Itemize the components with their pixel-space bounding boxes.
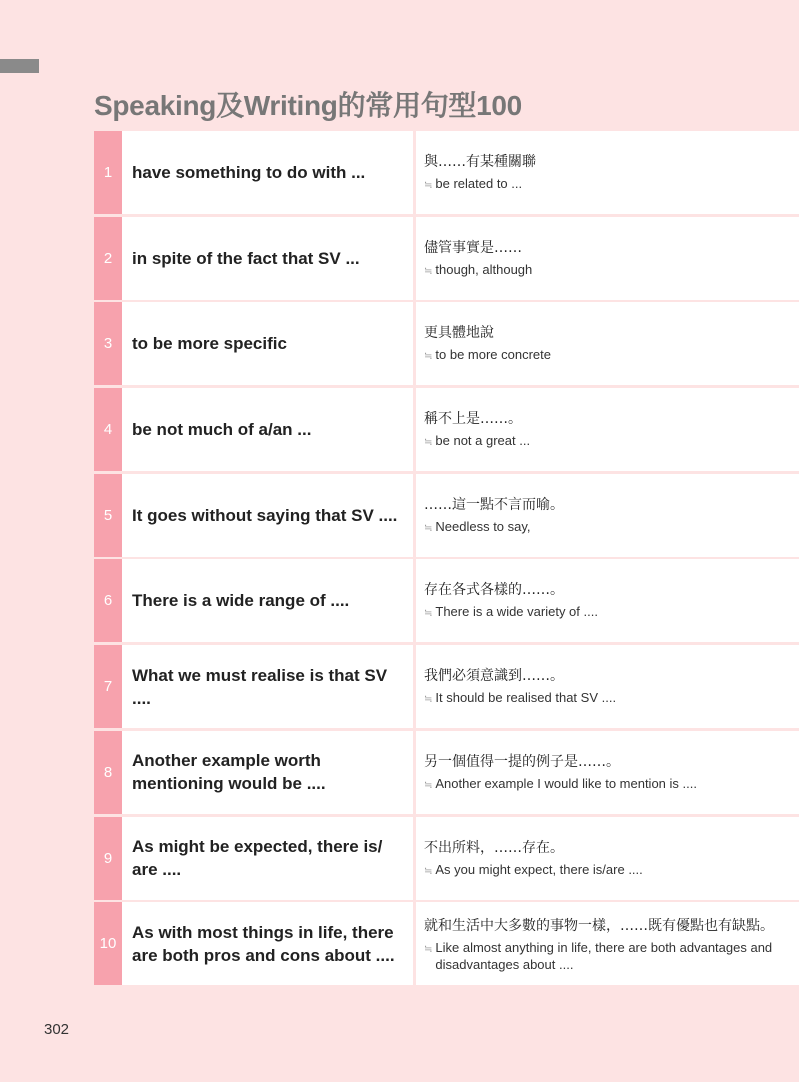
meaning-cell <box>416 817 799 900</box>
table-row <box>94 388 799 471</box>
english-equivalent <box>424 861 789 880</box>
page-title: Speaking及Writing的常用句型100 <box>94 90 522 121</box>
row-number: 1 <box>94 131 122 214</box>
meaning-cell <box>416 559 799 642</box>
english-text: to be more concrete <box>435 347 552 363</box>
row-number: 9 <box>94 817 122 900</box>
phrase-text: It goes without saying that SV .... <box>122 474 413 557</box>
approx-equal-icon: ≒ <box>424 779 433 791</box>
english-text: Needless to say, <box>435 518 531 534</box>
meaning-cell <box>416 474 799 557</box>
approx-equal-icon: ≒ <box>424 180 433 191</box>
english-equivalent <box>424 346 789 365</box>
english-text: There is a wide variety of .... <box>435 604 598 620</box>
meaning-cell <box>416 388 799 471</box>
phrase-table <box>94 131 799 988</box>
row-number: 2 <box>94 217 122 300</box>
phrase-text: in spite of the fact that SV ... <box>122 217 413 300</box>
approx-equal-icon: ≒ <box>424 265 433 277</box>
english-text: be related to ... <box>435 176 523 191</box>
approx-equal-icon: ≒ <box>424 865 433 877</box>
page-number: 302 <box>44 1021 70 1038</box>
english-equivalent <box>424 689 789 708</box>
table-row <box>94 474 799 557</box>
table-row <box>94 645 799 728</box>
row-number: 3 <box>94 302 122 385</box>
english-equivalent <box>424 261 789 280</box>
table-row <box>94 131 799 214</box>
phrase-text: As might be expected, there is/ are .... <box>122 817 413 900</box>
english-text: be not a great ... <box>435 433 531 449</box>
english-equivalent <box>424 775 789 794</box>
chinese-translation: 更具體地說 <box>424 325 494 342</box>
chinese-translation: 不出所料，……存在。 <box>424 839 564 856</box>
meaning-cell <box>416 902 799 985</box>
phrase-text: to be more specific <box>122 302 413 385</box>
row-number: 6 <box>94 559 122 642</box>
table-row <box>94 302 799 385</box>
table-row <box>94 731 799 814</box>
table-row <box>94 559 799 642</box>
english-text: As you might expect, there is/are .... <box>435 861 643 877</box>
row-number: 8 <box>94 731 122 814</box>
chinese-translation: 存在各式各樣的……。 <box>424 582 564 599</box>
english-text: though, although <box>435 261 533 277</box>
meaning-cell <box>416 302 799 385</box>
approx-equal-icon: ≒ <box>424 522 433 534</box>
table-row <box>94 902 799 985</box>
phrase-text: As with most things in life, there are both pros and cons about .... <box>122 902 413 985</box>
table-row <box>94 817 799 900</box>
chinese-translation: ……這一點不言而喻。 <box>424 496 564 513</box>
chinese-translation: 另一個值得一提的例子是……。 <box>424 753 620 770</box>
meaning-cell <box>416 131 799 214</box>
approx-equal-icon: ≒ <box>424 943 433 955</box>
row-number: 10 <box>94 902 122 985</box>
table-row <box>94 217 799 300</box>
phrase-text: What we must realise is that SV .... <box>122 645 413 728</box>
approx-equal-icon: ≒ <box>424 351 433 363</box>
english-text: It should be realised that SV .... <box>435 690 617 706</box>
row-number: 5 <box>94 474 122 557</box>
meaning-cell <box>416 217 799 300</box>
english-equivalent <box>424 939 789 973</box>
row-number: 4 <box>94 388 122 471</box>
meaning-cell <box>416 731 799 814</box>
english-text: Like almost anything in life, there are both advantages and disadvantages about .... <box>435 939 773 972</box>
chinese-translation: 儘管事實是…… <box>424 239 522 256</box>
row-number: 7 <box>94 645 122 728</box>
approx-equal-icon: ≒ <box>424 694 433 706</box>
english-equivalent <box>424 432 789 451</box>
chinese-translation: 我們必須意識到……。 <box>424 668 564 685</box>
approx-equal-icon: ≒ <box>424 608 433 620</box>
phrase-text: There is a wide range of .... <box>122 559 413 642</box>
english-text: Another example I would like to mention is .... <box>435 775 697 791</box>
chinese-translation: 與……有某種關聯 <box>424 154 536 170</box>
chinese-translation: 就和生活中大多數的事物一樣，……既有優點也有缺點。 <box>424 917 774 934</box>
approx-equal-icon: ≒ <box>424 437 433 449</box>
phrase-text: have something to do with ... <box>122 131 413 214</box>
chinese-translation: 稱不上是……。 <box>424 411 522 428</box>
corner-tab-marker <box>0 59 39 73</box>
meaning-cell <box>416 645 799 728</box>
english-equivalent <box>424 518 789 537</box>
english-equivalent <box>424 175 789 194</box>
english-equivalent <box>424 603 789 622</box>
phrase-text: Another example worth mentioning would be .... <box>122 731 413 814</box>
phrase-text: be not much of a/an ... <box>122 388 413 471</box>
